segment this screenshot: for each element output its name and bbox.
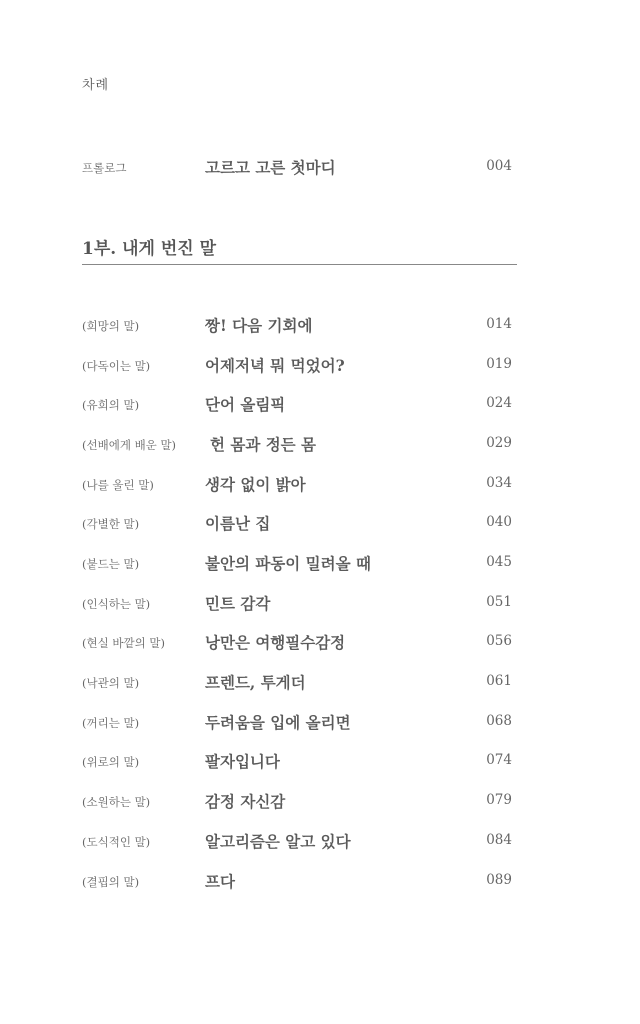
toc-entry[interactable] [82, 870, 512, 892]
toc-entry[interactable] [82, 592, 512, 614]
toc-entry[interactable] [82, 314, 512, 336]
toc-entry[interactable] [82, 790, 512, 812]
entry-tag: (결핍의 말) [82, 875, 140, 889]
entry-page: 040 [486, 514, 512, 530]
entry-page: 061 [486, 673, 512, 689]
entry-title: 이름난 집 [205, 514, 271, 533]
entry-title: 고르고 고른 첫마디 [205, 158, 336, 177]
entry-title: 알고리즘은 알고 있다 [205, 832, 351, 851]
entry-tag: (위로의 말) [82, 755, 140, 769]
toc-entry[interactable] [82, 354, 512, 376]
entry-title: 프렌드, 투게더 [205, 673, 306, 692]
entry-page: 068 [486, 713, 512, 729]
toc-entry[interactable] [82, 671, 512, 693]
entry-tag: (나를 울린 말) [82, 478, 154, 492]
entry-tag: 프롤로그 [82, 161, 127, 175]
toc-entry[interactable] [82, 552, 512, 574]
toc-entry[interactable] [82, 631, 512, 653]
entry-tag: (도식적인 말) [82, 835, 151, 849]
entry-page: 024 [486, 395, 512, 411]
entry-title: 생각 없이 밝아 [205, 475, 306, 494]
entry-title: 프다 [205, 872, 235, 891]
entry-tag: (선배에게 배운 말) [82, 438, 177, 452]
entry-page: 089 [486, 872, 512, 888]
entry-tag: (다독이는 말) [82, 359, 151, 373]
entry-page: 034 [486, 475, 512, 491]
entry-title: 낭만은 여행필수감정 [205, 633, 346, 652]
entry-page: 084 [486, 832, 512, 848]
entry-page: 019 [486, 356, 512, 372]
toc-entry[interactable] [82, 830, 512, 852]
toc-entry[interactable] [82, 750, 512, 772]
entry-page: 051 [486, 594, 512, 610]
toc-entry[interactable] [82, 512, 512, 534]
entry-page: 079 [486, 792, 512, 808]
toc-entry[interactable] [82, 393, 512, 415]
entry-tag: (각별한 말) [82, 517, 140, 531]
toc-entry[interactable] [82, 473, 512, 495]
prologue-entry[interactable] [82, 156, 512, 178]
entry-title: 불안의 파동이 밀려올 때 [205, 554, 371, 573]
entry-tag: (소원하는 말) [82, 795, 151, 809]
entry-title: 헌 몸과 정든 몸 [210, 435, 317, 454]
entry-tag: (붙드는 말) [82, 557, 140, 571]
entry-title: 두려움을 입에 올리면 [205, 713, 351, 732]
entry-title: 단어 올림픽 [205, 395, 286, 414]
entry-tag: (인식하는 말) [82, 597, 151, 611]
toc-entry[interactable] [82, 711, 512, 733]
toc-heading: 차례 [82, 78, 110, 93]
entry-title: 어제저녁 뭐 먹었어? [205, 356, 345, 375]
entry-page: 056 [486, 633, 512, 649]
entry-page: 014 [486, 316, 512, 332]
entry-tag: (희망의 말) [82, 319, 140, 333]
entry-tag: (꺼리는 말) [82, 716, 140, 730]
entry-title: 짱! 다음 기회에 [205, 316, 313, 335]
entry-tag: (낙관의 말) [82, 676, 140, 690]
divider [82, 264, 517, 265]
part-title: 1부. 내게 번진 말 [82, 239, 217, 259]
entry-title: 팔자입니다 [205, 752, 280, 771]
entry-title: 민트 감각 [205, 594, 271, 613]
entry-page: 004 [486, 158, 512, 174]
entry-tag: (현실 바깥의 말) [82, 636, 165, 650]
entry-page: 074 [486, 752, 512, 768]
entry-page: 045 [486, 554, 512, 570]
entry-title: 감정 자신감 [205, 792, 286, 811]
toc-entry[interactable] [82, 433, 512, 455]
entry-page: 029 [486, 435, 512, 451]
entry-tag: (유희의 말) [82, 398, 140, 412]
